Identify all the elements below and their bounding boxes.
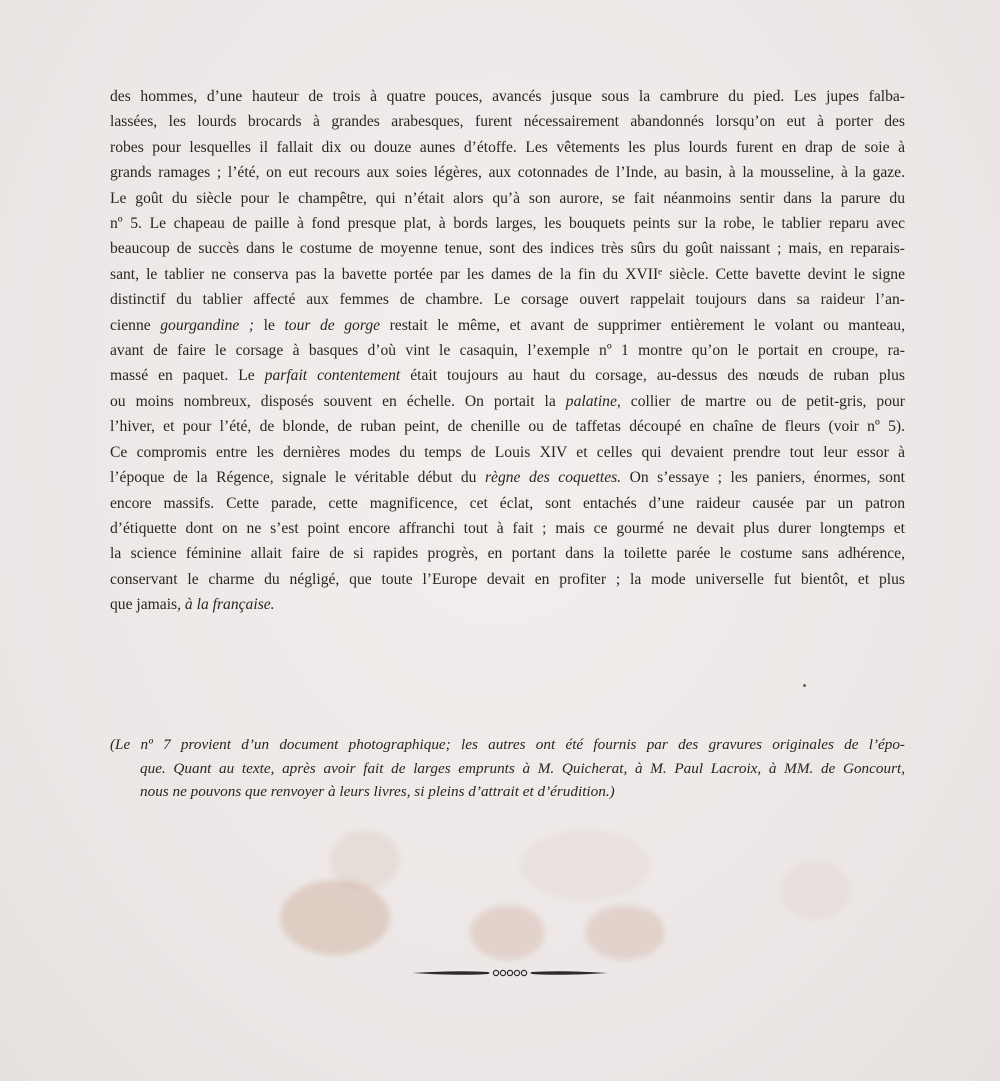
stain-center bbox=[470, 905, 545, 960]
body-line: avant de faire le corsage à basques d’où vint le casaquin, l’exemple nº 1 montre qu’on le portait en croupe, ra- bbox=[110, 342, 905, 360]
body-line: l’hiver, et pour l’été, de blonde, de ruban peint, de chenille ou de taffetas découpé en chaîne de fleurs (voir nº 5). bbox=[110, 418, 905, 436]
body-line: encore massifs. Cette parade, cette magnificence, cet éclat, sont entachés d’une raideur causée par un patron bbox=[110, 494, 905, 512]
body-line: conservant le charme du négligé, que toute l’Europe devait en profiter ; la mode universelle fut bientôt, et plus bbox=[110, 570, 905, 588]
ink-speck bbox=[803, 684, 806, 687]
stain-right-2 bbox=[520, 830, 650, 900]
stain-far-right bbox=[780, 860, 850, 920]
body-line: massé en paquet. Le parfait contentement était toujours au haut du corsage, au-dessus des nœuds de ruban plus bbox=[110, 367, 905, 385]
body-line: la science féminine allait faire de si rapides progrès, en portant dans la toilette parée le costume sans adhérence, bbox=[110, 545, 905, 563]
body-line: d’étiquette dont on ne s’est point encore affranchi tout à fait ; mais ce gourmé ne devait plus durer longtemps et bbox=[110, 519, 905, 537]
body-line: nº 5. Le chapeau de paille à fond presque plat, à bords larges, les bouquets peints sur la robe, le tablier reparu avec bbox=[110, 215, 905, 233]
note-line-last: nous ne pouvons que renvoyer à leurs livres, si pleins d’attrait et d’érudition.) bbox=[140, 783, 615, 800]
tailpiece-ornament-icon bbox=[410, 966, 610, 980]
body-line: robes pour lesquelles il fallait dix ou douze aunes d’étoffe. Les vêtements les plus lourds furent en drap de soie à bbox=[110, 138, 905, 156]
body-text bbox=[110, 84, 905, 618]
body-line: ou moins nombreux, disposés souvent en échelle. On portait la palatine, collier de martre ou de petit-gris, pour bbox=[110, 392, 905, 410]
body-line: grands ramages ; l’été, on eut recours aux soies légères, aux cotonnades de l’Inde, au basin, à la mousseline, à la gaze. bbox=[110, 164, 905, 182]
body-line: des hommes, d’une hauteur de trois à quatre pouces, avancés jusque sous la cambrure du pied. Les jupes falba- bbox=[110, 88, 905, 105]
body-line-last: que jamais, à la française. bbox=[110, 596, 275, 614]
note-line: que. Quant au texte, après avoir fait de larges emprunts à M. Quicherat, à M. Paul Lacroix, à MM. de Goncourt, bbox=[140, 759, 905, 777]
stain-right bbox=[585, 905, 665, 960]
source-note bbox=[110, 733, 905, 804]
body-line: distinctif du tablier affecté aux femmes de chambre. Le corsage ouvert rappelait toujours dans sa raideur l’an- bbox=[110, 291, 905, 309]
stain-left-2 bbox=[330, 830, 400, 890]
body-line: cienne gourgandine ; le tour de gorge restait le même, et avant de supprimer entièrement le volant ou manteau, bbox=[110, 316, 905, 334]
stain-left bbox=[280, 880, 390, 955]
body-line: sant, le tablier ne conserva pas la bavette portée par les dames de la fin du XVIIᵉ siècle. Cette bavette devint le signe bbox=[110, 265, 905, 283]
body-line: Ce compromis entre les dernières modes du temps de Louis XIV et celles qui devaient prendre tout leur essor à bbox=[110, 443, 905, 461]
body-line: beaucoup de succès dans le costume de moyenne tenue, sont des indices très sûrs du goût naissant ; mais, en reparais- bbox=[110, 240, 905, 258]
note-line: (Le nº 7 provient d’un document photographique; les autres ont été fournis par des gravures originales de l’épo- bbox=[110, 736, 905, 753]
body-line: lassées, les lourds brocards à grandes arabesques, furent nécessairement abandonnés lorsqu’on eut à porter des bbox=[110, 113, 905, 131]
body-line: Le goût du siècle pour le champêtre, qui n’était alors qu’à son aurore, se fait néanmoins sentir dans la parure du bbox=[110, 189, 905, 207]
body-line: l’époque de la Régence, signale le véritable début du règne des coquettes. On s’essaye ; les paniers, énormes, sont bbox=[110, 469, 906, 487]
